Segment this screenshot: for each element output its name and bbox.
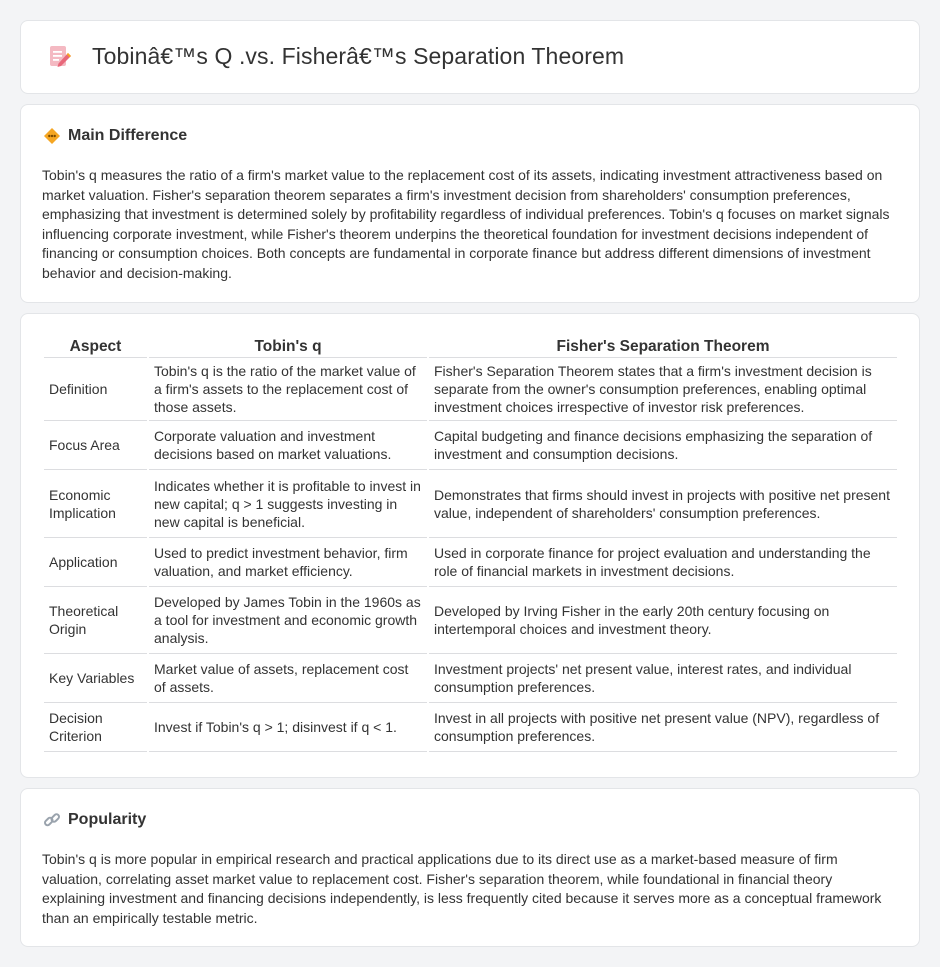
title-row <box>47 43 624 70</box>
table-row <box>44 470 897 538</box>
fisher-cell: Fisher's Separation Theorem states that a firm's investment decision is separate from the owner's consumption preferences, enabling optimal investment choices irrespective of investor risk preferences. <box>429 358 897 421</box>
table-row <box>44 587 897 654</box>
tobin-cell: Indicates whether it is profitable to invest in new capital; q > 1 suggests investing in new capital is beneficial. <box>149 470 427 538</box>
fisher-cell: Capital budgeting and finance decisions emphasizing the separation of investment and consumption decisions. <box>429 421 897 470</box>
main-difference-text: Tobin's q measures the ratio of a firm's market value to the replacement cost of its assets, indicating investment attractiveness based on market valuation. Fisher's separation theorem separates a firm's investment decision from shareholders' consumption preferences, emphasizing that investment is determined solely by profitability regardless of individual preferences. Tobin's q focuses on market signals influencing corporate investment, while Fisher's theorem underpins the theoretical foundation for investment decisions independent of financing or consumption choices. Both concepts are fundamental in corporate finance but address different dimensions of investment behavior and decision-making. <box>42 167 890 281</box>
aspect-cell: Focus Area <box>44 421 147 470</box>
header-tobins-q: Tobin's q <box>149 333 427 358</box>
comparison-table <box>42 333 899 752</box>
fisher-cell: Invest in all projects with positive net present value (NPV), regardless of consumption preferences. <box>429 703 897 752</box>
table-row <box>44 421 897 470</box>
document-edit-icon <box>47 44 73 70</box>
tobin-cell: Corporate valuation and investment decisions based on market valuations. <box>149 421 427 470</box>
popularity-header <box>43 811 146 829</box>
comparison-section <box>20 313 920 778</box>
table-row <box>44 538 897 587</box>
aspect-cell: Definition <box>44 358 147 421</box>
popularity-heading: Popularity <box>68 811 147 828</box>
table-row <box>44 654 897 703</box>
fisher-cell: Used in corporate finance for project evaluation and understanding the role of financial markets in investment decisions. <box>429 538 897 587</box>
fisher-cell: Developed by Irving Fisher in the early 20th century focusing on intertemporal choices and investment theory. <box>429 587 897 654</box>
tobin-cell: Developed by James Tobin in the 1960s as a tool for investment and economic growth analysis. <box>149 587 427 654</box>
aspect-cell: Theoretical Origin <box>44 587 147 654</box>
fisher-cell: Investment projects' net present value, interest rates, and individual consumption preferences. <box>429 654 897 703</box>
main-difference-section <box>20 104 920 303</box>
page-title: Tobinâ€™s Q .vs. Fisherâ€™s Separation Theorem <box>92 43 625 69</box>
warning-diamond-icon <box>43 127 61 145</box>
table-row <box>44 358 897 421</box>
header-aspect: Aspect <box>44 333 147 358</box>
header-fisher: Fisher's Separation Theorem <box>429 333 897 358</box>
main-difference-heading: Main Difference <box>68 127 188 144</box>
popularity-section <box>20 788 920 947</box>
main-difference-header <box>43 127 187 145</box>
aspect-cell: Application <box>44 538 147 587</box>
fisher-cell: Demonstrates that firms should invest in projects with positive net present value, independent of shareholders' consumption preferences. <box>429 470 897 538</box>
aspect-cell: Economic Implication <box>44 470 147 538</box>
aspect-cell: Decision Criterion <box>44 703 147 752</box>
tobin-cell: Tobin's q is the ratio of the market value of a firm's assets to the replacement cost of those assets. <box>149 358 427 421</box>
table-header-row <box>44 333 897 358</box>
tobin-cell: Used to predict investment behavior, firm valuation, and market efficiency. <box>149 538 427 587</box>
tobin-cell: Market value of assets, replacement cost of assets. <box>149 654 427 703</box>
title-card <box>20 20 920 94</box>
link-icon <box>43 811 61 829</box>
aspect-cell: Key Variables <box>44 654 147 703</box>
tobin-cell: Invest if Tobin's q > 1; disinvest if q < 1. <box>149 703 427 752</box>
table-row <box>44 703 897 752</box>
popularity-text: Tobin's q is more popular in empirical research and practical applications due to its direct use as a market-based measure of firm valuation, correlating asset market value to replacement cost. Fisher's separation theorem, while foundational in financial theory explaining investment and financing decisions independently, is less frequently cited because it serves more as a conceptual framework than an empirically testable metric. <box>42 851 882 926</box>
